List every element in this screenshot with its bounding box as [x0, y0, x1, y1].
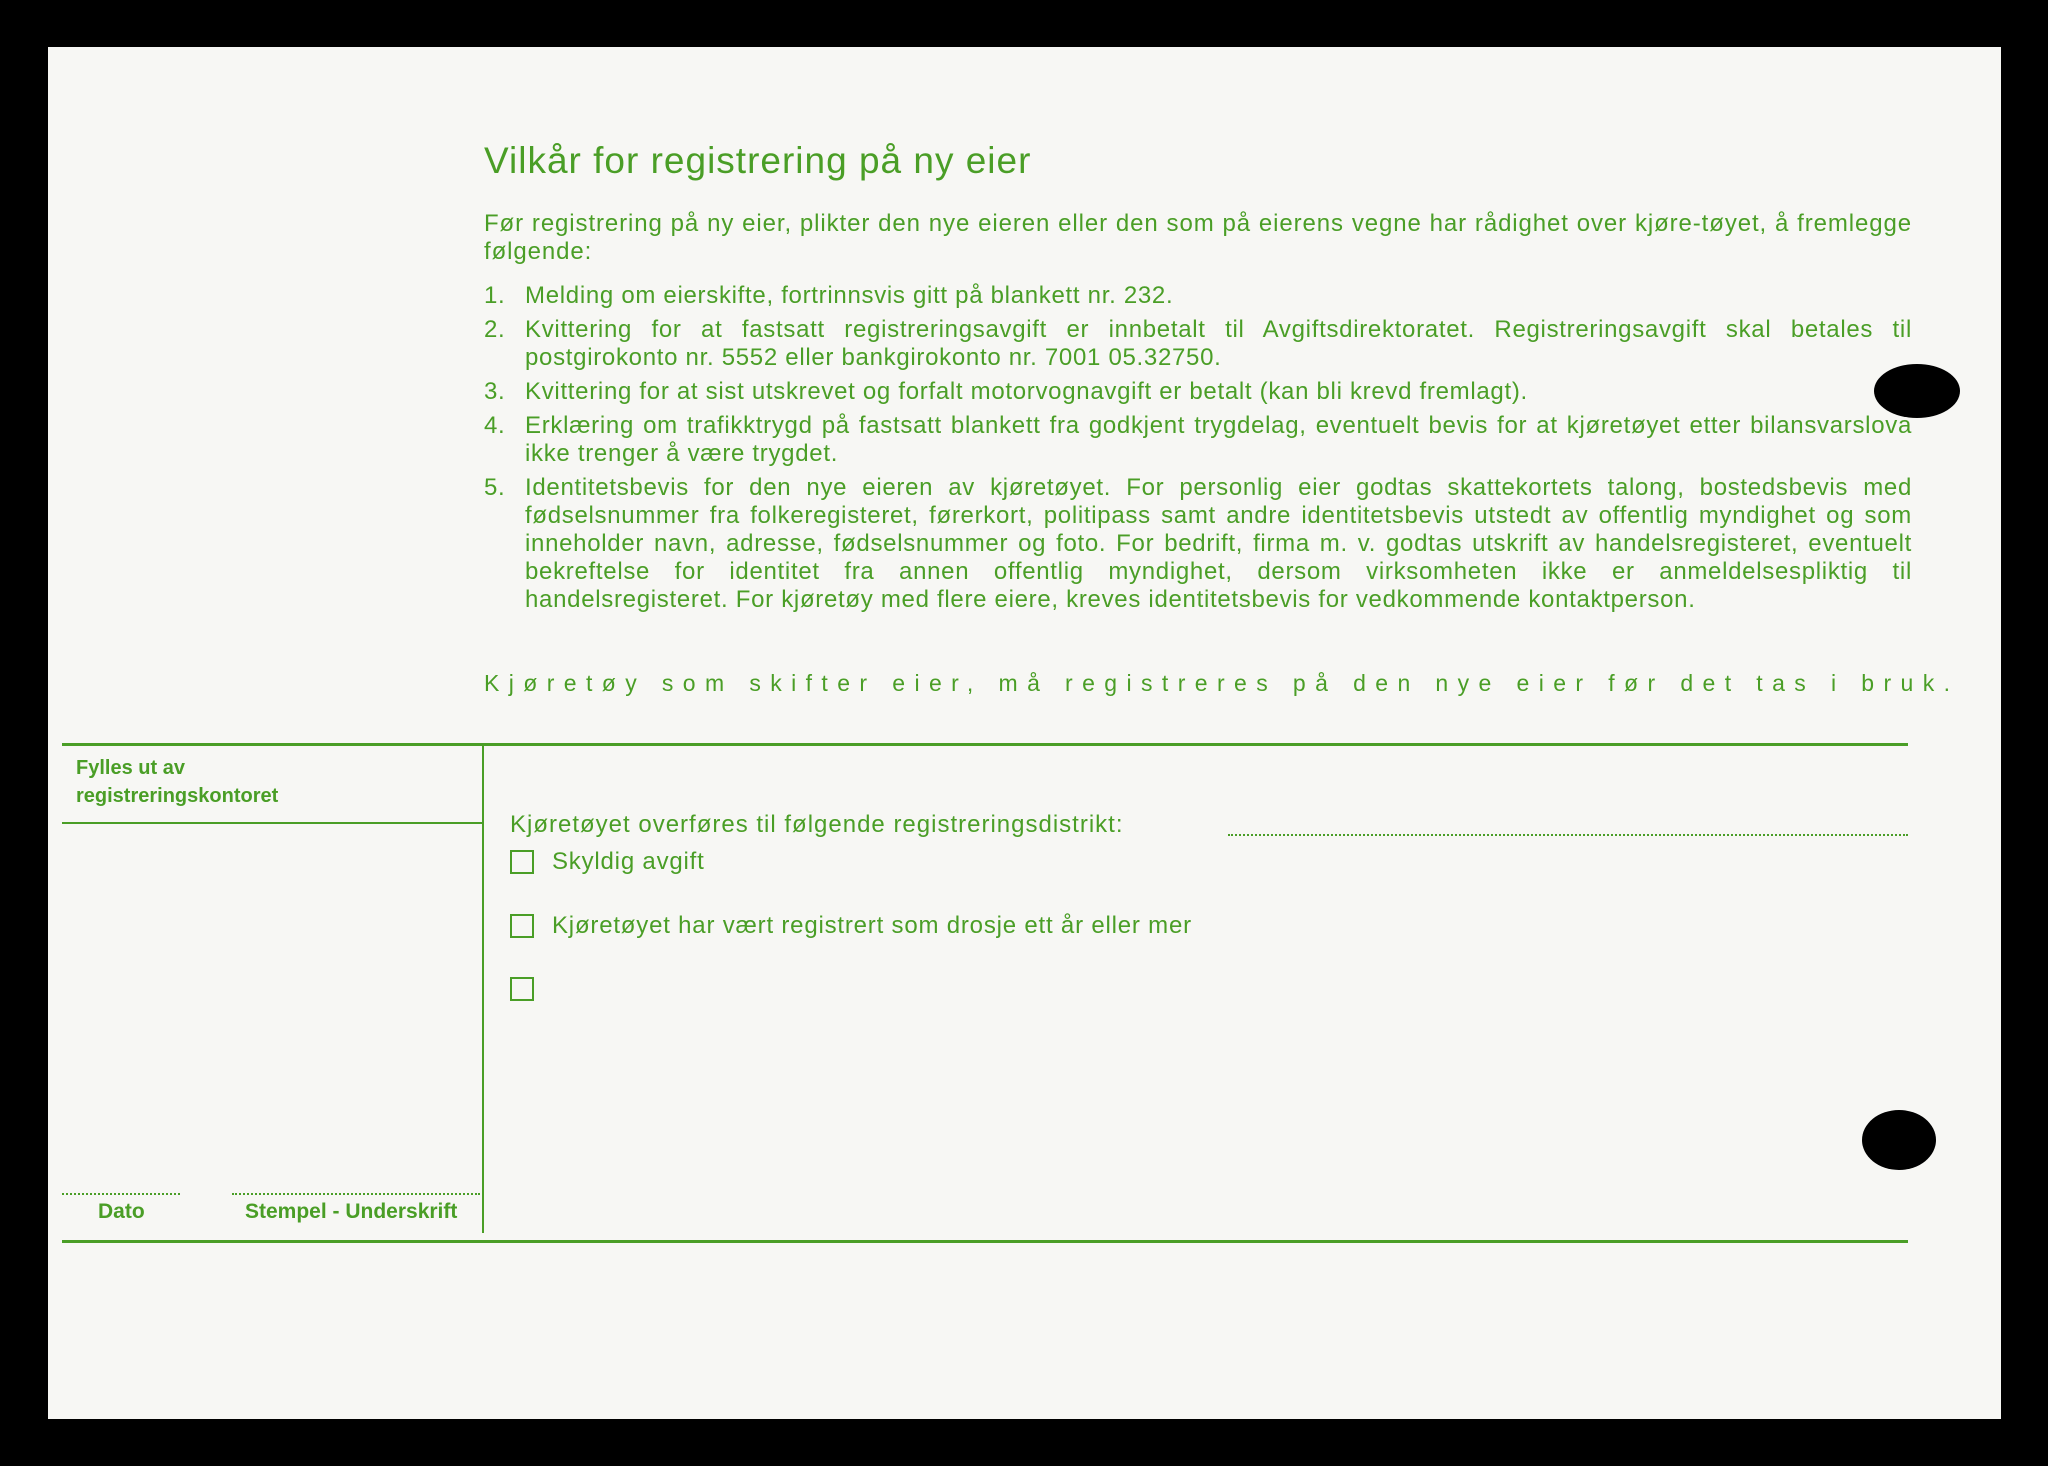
item-text: Erklæring om trafikktrygd på fastsatt blankett fra godkjent trygdelag, eventuelt bevis for at kjøretøyet etter bilansvarslova ikke trenger å være trygdet.: [525, 412, 1912, 467]
checkbox-blank[interactable]: [510, 977, 534, 1001]
requirements-list: [484, 282, 1912, 620]
punch-hole-bottom: [1862, 1110, 1936, 1170]
column-divider: [482, 746, 484, 1233]
footnote: Kjøretøy som skifter eier, må registreres på den nye eier før det tas i bruk.: [484, 670, 1960, 696]
checkbox-skyldig-avgift[interactable]: [510, 850, 534, 874]
signature-line[interactable]: [232, 1193, 480, 1195]
signature-label: Stempel - Underskrift: [245, 1200, 458, 1223]
checkbox-row-drosje[interactable]: [510, 912, 1192, 940]
checkbox-label: Skyldig avgift: [552, 848, 705, 875]
form-intro: Før registrering på ny eier, plikter den nye eieren eller den som på eierens vegne har rådighet over kjøre-tøyet, å fremlegge følgende:: [484, 210, 1912, 265]
item-number: 3.: [484, 378, 506, 405]
list-item: [484, 412, 1912, 468]
date-line[interactable]: [62, 1193, 180, 1195]
checkbox-drosje[interactable]: [510, 914, 534, 938]
transfer-label: Kjøretøyet overføres til følgende registreringsdistrikt:: [510, 811, 1124, 838]
list-item: [484, 316, 1912, 372]
bottom-divider: [62, 1240, 1908, 1243]
item-number: 2.: [484, 316, 506, 343]
item-number: 1.: [484, 282, 506, 309]
item-number: 4.: [484, 412, 506, 439]
list-item: [484, 282, 1912, 310]
top-divider: [62, 743, 1908, 746]
checkbox-row-skyldig-avgift[interactable]: [510, 848, 705, 876]
office-label-underline: [62, 822, 482, 824]
list-item: [484, 474, 1912, 614]
office-label-line2: registreringskontoret: [76, 785, 279, 807]
punch-hole-top: [1874, 364, 1960, 418]
list-item: [484, 378, 1912, 406]
item-text: Kvittering for at fastsatt registreringsavgift er innbetalt til Avgiftsdirektoratet. Registreringsavgift skal betales til postgirokonto nr. 5552 eller bankgirokonto nr. 7001 05.32750.: [525, 316, 1912, 371]
form-title: Vilkår for registrering på ny eier: [484, 140, 1032, 181]
district-field[interactable]: [1228, 834, 1908, 836]
office-label: [76, 754, 278, 810]
checkbox-row-blank[interactable]: [510, 977, 552, 1001]
office-label-line1: Fylles ut av: [76, 757, 185, 779]
checkbox-label: Kjøretøyet har vært registrert som drosje ett år eller mer: [552, 912, 1192, 939]
item-text: Kvittering for at sist utskrevet og forfalt motorvognavgift er betalt (kan bli krevd fremlagt).: [525, 378, 1528, 405]
item-text: Identitetsbevis for den nye eieren av kjøretøyet. For personlig eier godtas skattekortets talong, bostedsbevis med fødselsnummer fra folkeregisteret, førerkort, politipass samt andre identitetsbevis utstedt av offentlig myndighet og som inneholder navn, adresse, fødselsnummer og foto. For bedrift, firma m. v. godtas utskrift av handelsregisteret, eventuelt bekreftelse for identitet fra annen offentlig myndighet, dersom virksomheten ikke er anmeldelsespliktig til handelsregisteret. For kjøretøy med flere eiere, kreves identitetsbevis for vedkommende kontaktperson.: [525, 474, 1912, 613]
date-label: Dato: [98, 1200, 145, 1223]
item-text: Melding om eierskifte, fortrinnsvis gitt på blankett nr. 232.: [525, 282, 1174, 309]
item-number: 5.: [484, 474, 506, 501]
